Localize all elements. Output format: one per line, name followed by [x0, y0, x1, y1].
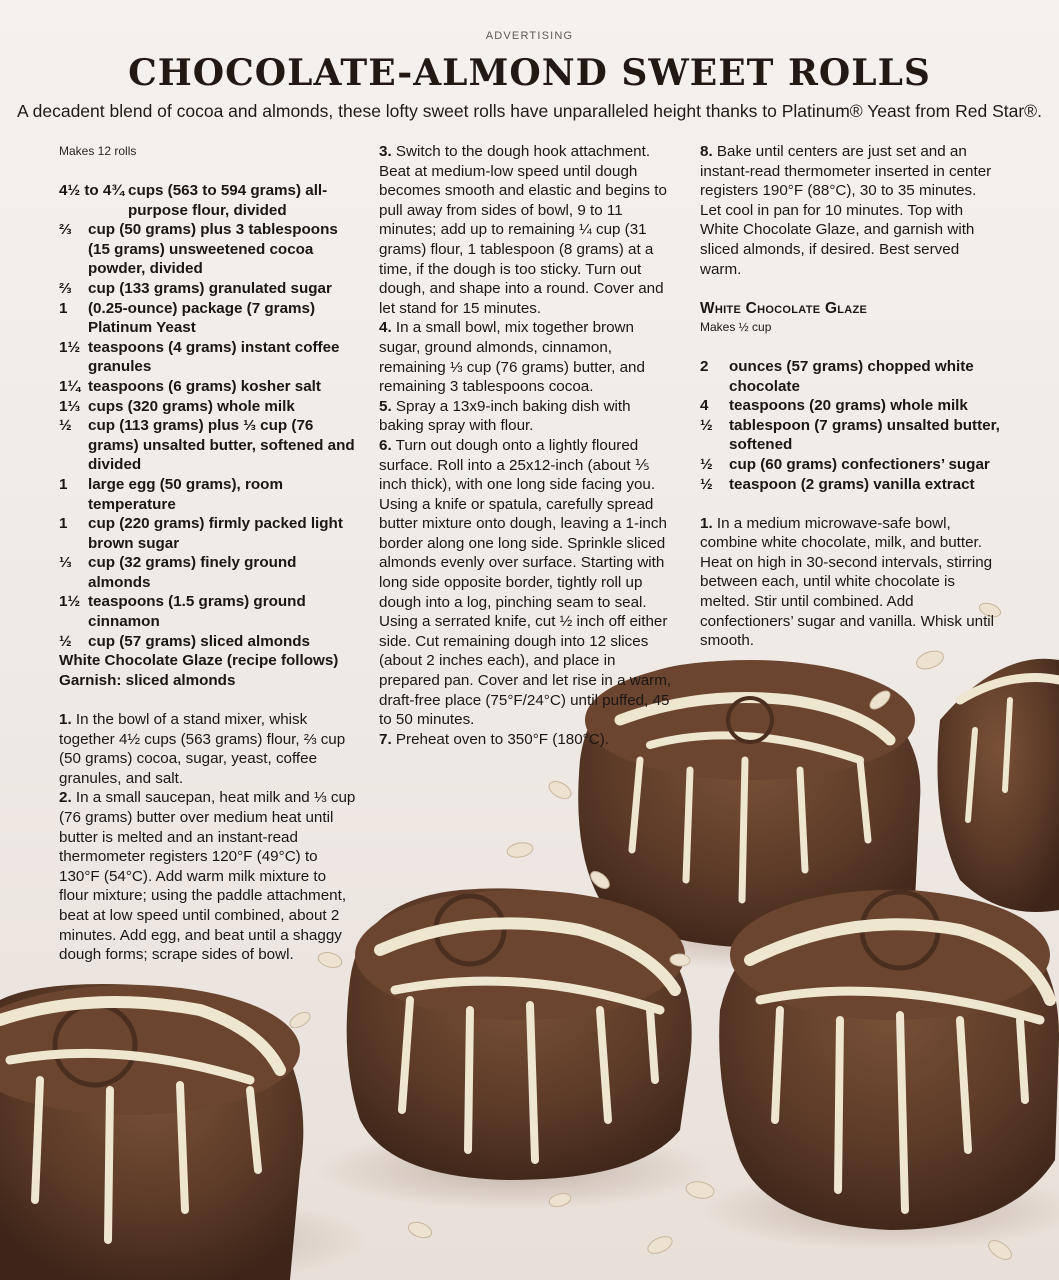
steps-list — [59, 710, 359, 965]
step-item: 2. In a small saucepan, heat milk and ⅓ cup (76 grams) butter over medium heat until butter is melted and an instant-read thermometer registers 120°F (49°C) to 130°F (54°C). Add warm milk mixture to flour mixture; using the paddle attachment, beat at low speed until combined, about 2 minutes. Add egg, and beat until a shaggy dough forms; scrape sides of bowl. — [59, 789, 356, 964]
ingredient-item: 1¼ teaspoons (6 grams) kosher salt — [59, 377, 321, 395]
roll-front-center — [347, 888, 692, 1180]
ingredient-item: 1 (0.25-ounce) package (7 grams) Platinum Yeast — [59, 299, 316, 337]
advertising-label: ADVERTISING — [485, 30, 574, 42]
page-subtitle: A decadent blend of cocoa and almonds, these lofty sweet rolls have unparalleled height thanks to Platinum® Yeast from Red Star®. — [17, 101, 1042, 121]
ingredient-item: 1⅓ cups (320 grams) whole milk — [59, 397, 295, 415]
recipe-column-1 — [59, 142, 359, 965]
step-item: 1. In a medium microwave-safe bowl, combine white chocolate, milk, and butter. Heat on high in 30-second intervals, stirring between each, until white chocolate is melted. Stir until combined. Add confectioners’ sugar and vanilla. Whisk until smooth. — [700, 514, 995, 650]
roll-front-left — [0, 984, 303, 1280]
glaze-steps — [700, 514, 1000, 651]
ingredient-item: ½ teaspoon (2 grams) vanilla extract — [700, 475, 975, 493]
ingredient-item: 4 teaspoons (20 grams) whole milk — [700, 397, 968, 415]
step-item: 8. Bake until centers are just set and an instant-read thermometer inserted in center registers 190°F (88°C), 30 to 35 minutes. Let cool in pan for 10 minutes. Top with White Chocolate Glaze, and garnish with sliced almonds, if desired. Best served warm. — [700, 143, 992, 278]
step-item: 4. In a small bowl, mix together brown sugar, ground almonds, cinnamon, remaining ⅓ cup (76 grams) butter, and remaining 3 tablespoons cocoa. — [379, 319, 645, 396]
ingredient-item: 1 large egg (50 grams), room temperature — [59, 475, 283, 513]
ingredient-item: ½ tablespoon (7 grams) unsalted butter, softened — [700, 416, 1000, 454]
roll-back-right — [938, 659, 1059, 912]
ingredient-item: ½ cup (113 grams) plus ⅓ cup (76 grams) unsalted butter, softened and divided — [59, 417, 355, 474]
ingredient-item: ⅔ cup (50 grams) plus 3 tablespoons (15 grams) unsweetened cocoa powder, divided — [59, 221, 338, 278]
garnish-note: Garnish: sliced almonds — [59, 671, 236, 689]
ingredient-item: ⅔ cup (133 grams) granulated sugar — [59, 279, 332, 297]
ingredient-list — [59, 181, 359, 651]
recipe-yield: Makes 12 rolls — [59, 144, 137, 158]
recipe-column-3 — [700, 142, 1000, 651]
glaze-note: White Chocolate Glaze (recipe follows) — [59, 652, 339, 670]
roll-front-right — [719, 890, 1059, 1230]
glaze-ingredient-list — [700, 357, 1000, 494]
ingredient-item: ⅓ cup (32 grams) finely ground almonds — [59, 554, 297, 591]
ingredient-item: 4½ to 4¾ cups (563 to 594 grams) all-purpose flour, divided — [59, 182, 328, 219]
ingredient-item: 2 ounces (57 grams) chopped white chocolate — [700, 357, 974, 395]
step-item: 7. Preheat oven to 350°F (180°C). — [379, 730, 609, 748]
ingredient-item: ½ cup (57 grams) sliced almonds — [59, 632, 310, 650]
ingredient-item: ½ cup (60 grams) confectioners’ sugar — [700, 455, 990, 473]
step-item: 6. Turn out dough onto a lightly floured surface. Roll into a 25x12-inch (about ⅕ inch thick), with one long side facing you. Using a knife or spatula, carefully spread butter mixture onto dough, leaving a 1-inch border along one long side. Sprinkle sliced almonds evenly over surface. Starting with long side opposite border, tightly roll up dough into a log, pinching seam to seal. Using a serrated knife, cut ½ inch off either side. Cut remaining dough into 12 slices (about 2 inches each), and place in prepared pan. Cover and let rise in a warm, draft-free place (75°F/24°C) until puffed, 45 to 50 minutes. — [379, 436, 672, 729]
ingredient-item: 1 cup (220 grams) firmly packed light brown sugar — [59, 515, 343, 552]
ingredient-item: 1½ teaspoons (4 grams) instant coffee granules — [59, 338, 340, 376]
step-item: 1. In the bowl of a stand mixer, whisk together 4½ cups (563 grams) flour, ⅔ cup (50 grams) cocoa, sugar, yeast, coffee granules, and salt. — [59, 711, 346, 787]
recipe-column-2 — [379, 142, 679, 749]
ingredient-item: 1½ teaspoons (1.5 grams) ground cinnamon — [59, 593, 306, 631]
step-item: 5. Spray a 13x9-inch baking dish with baking spray with flour. — [379, 397, 631, 435]
page-title: CHOCOLATE-ALMOND SWEET ROLLS — [128, 52, 931, 94]
step-item: 3. Switch to the dough hook attachment. Beat at medium-low speed until dough becomes smooth and elastic and begins to pull away from sides of bowl, 9 to 11 minutes; add up to remaining ¼ cup (31 grams) flour, 1 tablespoon (8 grams) at a time, if the dough is too sticky. Turn out dough, and shape into a round. Cover and let stand for 15 minutes. — [379, 143, 667, 317]
glaze-yield: Makes ½ cup — [700, 320, 772, 335]
glaze-heading: White Chocolate Glaze — [700, 299, 868, 317]
